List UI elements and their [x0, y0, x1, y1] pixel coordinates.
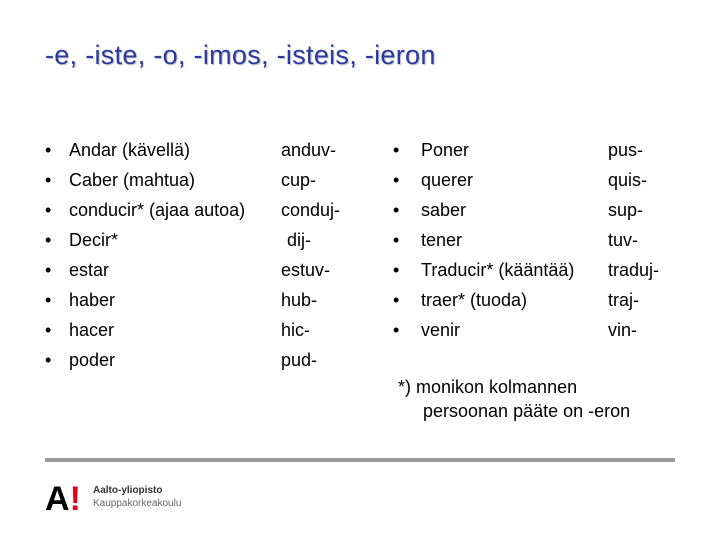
bullet-icon: • — [393, 260, 400, 280]
list-item — [45, 165, 375, 195]
list-item — [45, 255, 375, 285]
university-logo — [45, 482, 205, 518]
verb-label: saber — [421, 200, 467, 220]
list-item — [393, 165, 693, 195]
bullet-icon: • — [45, 350, 52, 370]
bullet-icon: • — [45, 170, 52, 190]
verb-label: venir — [421, 320, 461, 340]
verb-label: Decir* — [69, 230, 119, 250]
verb-label: Poner — [421, 140, 470, 160]
verb-label: poder — [69, 350, 116, 370]
left-verb-list — [45, 135, 375, 375]
list-item — [45, 345, 375, 375]
verb-label: conducir* (ajaa autoa) — [69, 200, 246, 220]
footnote — [398, 375, 630, 423]
slide-title: -e, -iste, -o, -imos, -isteis, -ieron — [45, 40, 436, 70]
bullet-icon: • — [45, 140, 52, 160]
list-item — [45, 195, 375, 225]
verb-label: haber — [69, 290, 116, 310]
verb-label: Traducir* (kääntää) — [421, 260, 575, 280]
bullet-icon: • — [393, 230, 400, 250]
logo-exclamation: ! — [69, 480, 81, 518]
stem-label: hub- — [281, 290, 318, 310]
logo-name-line-1: Aalto-yliopisto — [93, 485, 163, 496]
logo-mark-icon — [45, 482, 81, 516]
stem-label: estuv- — [281, 260, 331, 280]
stem-label: anduv- — [281, 140, 337, 160]
list-item — [393, 135, 693, 165]
bullet-icon: • — [45, 260, 52, 280]
bullet-icon: • — [45, 230, 52, 250]
stem-label: tuv- — [608, 230, 639, 250]
bullet-icon: • — [393, 170, 400, 190]
list-item — [393, 255, 693, 285]
logo-name-line-2: Kauppakorkeakoulu — [93, 498, 182, 509]
stem-label: traduj- — [608, 260, 660, 280]
verb-label: Caber (mahtua) — [69, 170, 196, 190]
footer-divider — [45, 458, 675, 462]
stem-label: pus- — [608, 140, 644, 160]
verb-label: hacer — [69, 320, 115, 340]
stem-label: conduj- — [281, 200, 341, 220]
stem-label: hic- — [281, 320, 311, 340]
bullet-icon: • — [393, 140, 400, 160]
footnote-line-2: persoonan pääte on -eron — [423, 401, 631, 421]
stem-label: pud- — [281, 350, 318, 370]
stem-label: cup- — [281, 170, 317, 190]
list-item — [393, 315, 693, 345]
list-item — [393, 285, 693, 315]
stem-label: dij- — [287, 230, 312, 250]
right-verb-list — [393, 135, 693, 345]
list-item — [45, 315, 375, 345]
list-item — [45, 225, 375, 255]
stem-label: traj- — [608, 290, 639, 310]
bullet-icon: • — [45, 320, 52, 340]
list-item — [45, 135, 375, 165]
list-item — [393, 225, 693, 255]
bullet-icon: • — [45, 290, 52, 310]
bullet-icon: • — [393, 290, 400, 310]
verb-label: tener — [421, 230, 463, 250]
list-item — [393, 195, 693, 225]
footnote-line-1: *) monikon kolmannen — [398, 377, 578, 397]
stem-label: quis- — [608, 170, 648, 190]
bullet-icon: • — [393, 200, 400, 220]
stem-label: sup- — [608, 200, 644, 220]
stem-label: vin- — [608, 320, 638, 340]
verb-label: querer — [421, 170, 474, 190]
bullet-icon: • — [45, 200, 52, 220]
verb-label: estar — [69, 260, 110, 280]
bullet-icon: • — [393, 320, 400, 340]
verb-label: Andar (kävellä) — [69, 140, 191, 160]
logo-letter: A — [45, 480, 70, 518]
list-item — [45, 285, 375, 315]
verb-label: traer* (tuoda) — [421, 290, 528, 310]
